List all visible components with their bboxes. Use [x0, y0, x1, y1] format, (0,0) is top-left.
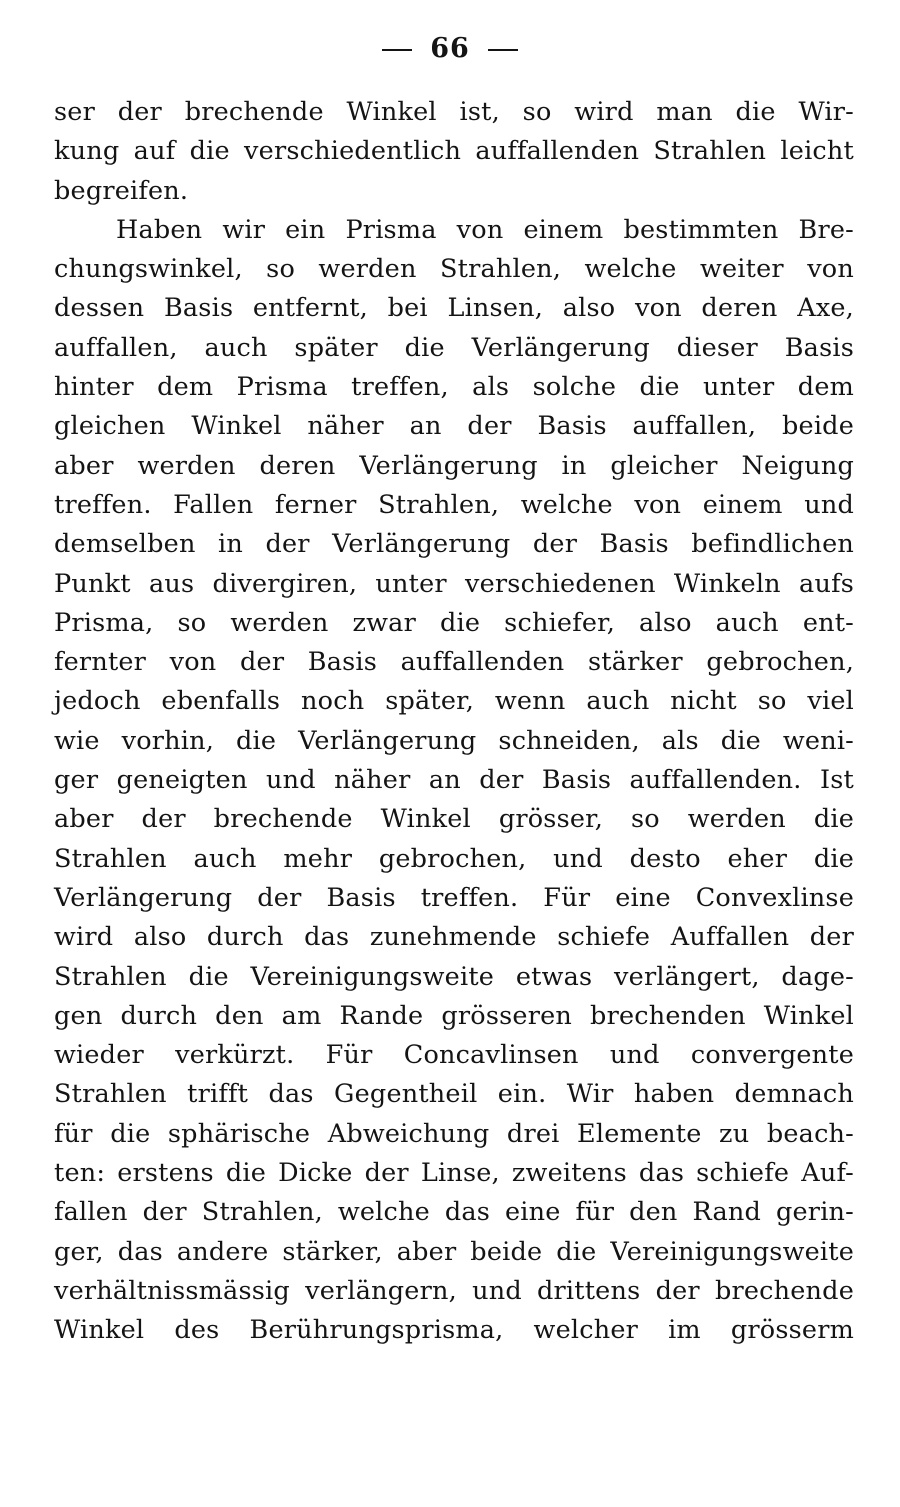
text-line: Punkt aus divergiren, unter verschiedenen Winkeln aufs — [54, 568, 854, 599]
text-line: Verlängerung der Basis treffen. Für eine Convexlinse — [54, 882, 854, 913]
text-line: Haben wir ein Prisma von einem bestimmten Bre- — [116, 214, 854, 245]
text-line: ger, das andere stärker, aber beide die Vereinigungsweite — [54, 1236, 854, 1267]
text-line: gleichen Winkel näher an der Basis auffallen, beide — [54, 411, 854, 442]
text-line: Prisma, so werden zwar die schiefer, also auch ent- — [54, 607, 854, 638]
text-line: wird also durch das zunehmende schiefe Auffallen der — [54, 922, 854, 953]
text-line: begreifen. — [54, 175, 189, 206]
page-number: 66 — [430, 33, 470, 64]
text-line: treffen. Fallen ferner Strahlen, welche von einem und — [54, 489, 854, 520]
text-line: verhältnissmässig verlängern, und drittens der brechende — [54, 1275, 854, 1306]
text-line: kung auf die verschiedentlich auffallenden Strahlen leicht — [54, 136, 854, 167]
body-text — [54, 93, 854, 1351]
text-line: ten: erstens die Dicke der Linse, zweitens das schiefe Auf- — [54, 1158, 854, 1189]
text-line: Strahlen trifft das Gegentheil ein. Wir haben demnach — [54, 1079, 854, 1110]
text-line: fallen der Strahlen, welche das eine für den Rand gerin- — [54, 1197, 854, 1228]
text-line: demselben in der Verlängerung der Basis befindlichen — [54, 529, 854, 560]
text-line: gen durch den am Rande grösseren brechenden Winkel — [54, 1000, 854, 1031]
text-line: aber werden deren Verlängerung in gleicher Neigung — [54, 450, 854, 481]
text-line: fernter von der Basis auffallenden stärker gebrochen, — [54, 647, 854, 678]
text-line: Strahlen die Vereinigungsweite etwas verlängert, dage- — [54, 961, 854, 992]
page-number-header — [0, 32, 900, 66]
text-line: ser der brechende Winkel ist, so wird man die Wir- — [54, 97, 854, 127]
text-line: hinter dem Prisma treffen, als solche die unter dem — [54, 372, 854, 403]
text-line: Strahlen auch mehr gebrochen, und desto eher die — [54, 843, 854, 874]
text-line: wie vorhin, die Verlängerung schneiden, als die weni- — [54, 725, 854, 756]
text-line: für die sphärische Abweichung drei Elemente zu beach- — [54, 1118, 854, 1149]
left-dash-ornament — [382, 49, 412, 51]
text-line: jedoch ebenfalls noch später, wenn auch nicht so viel — [54, 686, 854, 717]
text-line: ger geneigten und näher an der Basis auffallenden. Ist — [54, 765, 854, 796]
text-line: dessen Basis entfernt, bei Linsen, also von deren Axe, — [54, 293, 854, 324]
text-line: chungswinkel, so werden Strahlen, welche weiter von — [54, 254, 854, 285]
text-line: auffallen, auch später die Verlängerung dieser Basis — [54, 332, 854, 363]
text-line: wieder verkürzt. Für Concavlinsen und convergente — [54, 1040, 854, 1071]
text-line: aber der brechende Winkel grösser, so werden die — [54, 804, 854, 835]
right-dash-ornament — [488, 49, 518, 51]
text-line: Winkel des Berührungsprisma, welcher im grösserm — [54, 1315, 854, 1346]
